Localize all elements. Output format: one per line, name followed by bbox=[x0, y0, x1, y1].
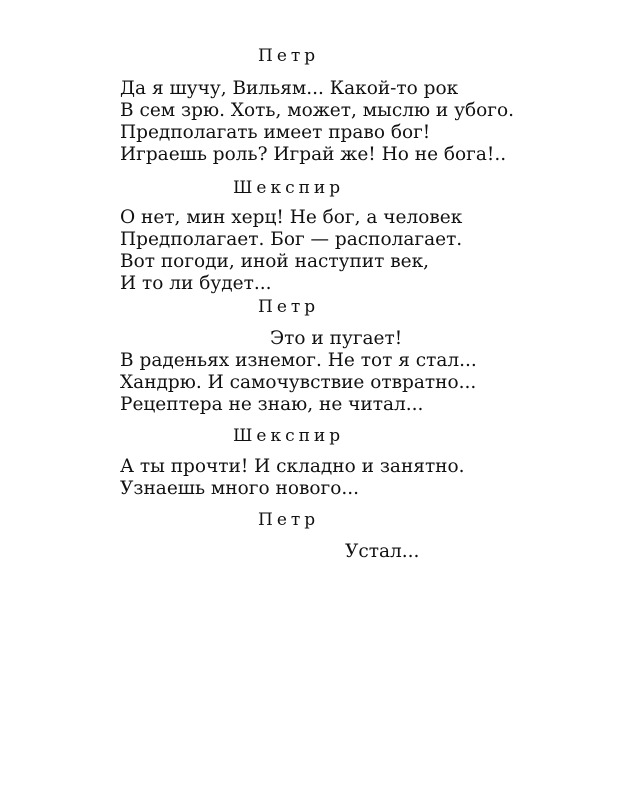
verse-line: Предполагать имеет право бог! bbox=[120, 122, 431, 143]
verse-line: Узнаешь много нового... bbox=[120, 478, 359, 499]
speaker-name: Шекспир bbox=[233, 426, 345, 446]
verse-line: О нет, мин херц! Не бог, а человек bbox=[120, 207, 463, 228]
speaker-name: Петр bbox=[258, 510, 320, 530]
verse-line: Рецептера не знаю, не читал... bbox=[120, 394, 424, 415]
speaker-name: Петр bbox=[258, 297, 320, 317]
verse-line: В раденьях изнемог. Не тот я стал... bbox=[120, 350, 477, 371]
verse-line: А ты прочти! И складно и занятно. bbox=[120, 456, 465, 477]
verse-line: Предполагает. Бог — располагает. bbox=[120, 229, 463, 250]
verse-line: Хандрю. И самочувствие отвратно... bbox=[120, 372, 477, 393]
speaker-name: Петр bbox=[258, 46, 320, 66]
verse-line: Играешь роль? Играй же! Но не бога!.. bbox=[120, 144, 507, 165]
speaker-name: Шекспир bbox=[233, 178, 345, 198]
verse-line: Вот погоди, иной наступит век, bbox=[120, 251, 430, 272]
verse-line: Да я шучу, Вильям... Какой-то рок bbox=[120, 78, 459, 99]
verse-line: В сем зрю. Хоть, может, мыслю и убого. bbox=[120, 100, 515, 121]
verse-line: Это и пугает! bbox=[270, 328, 403, 349]
verse-line: Устал... bbox=[345, 541, 420, 562]
verse-line: И то ли будет... bbox=[120, 273, 272, 294]
